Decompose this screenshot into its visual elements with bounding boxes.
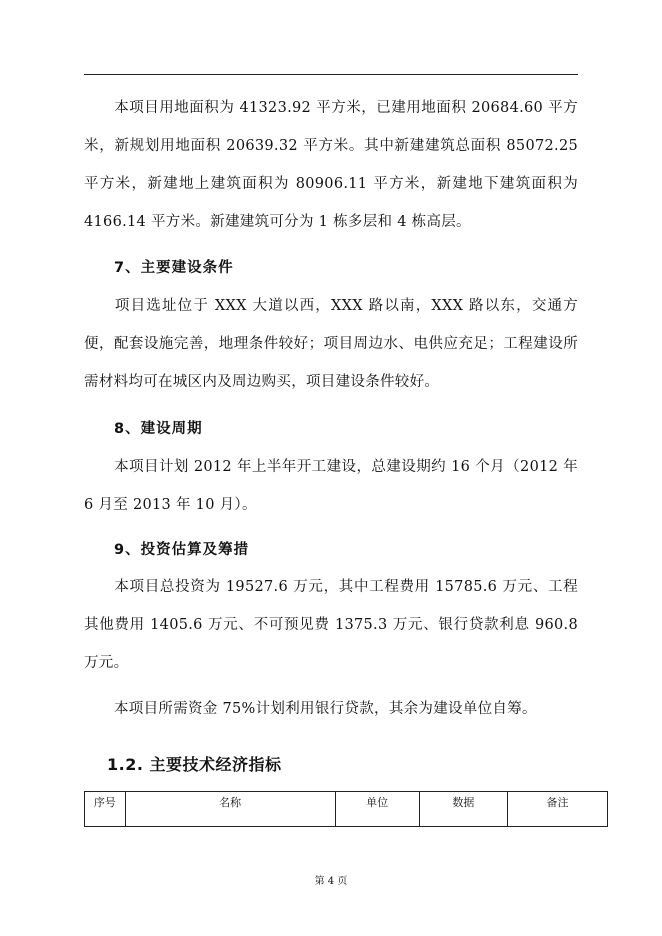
paragraph-land-area: 本项目用地面积为 41323.92 平方米，已建用地面积 20684.60 平方米，新规划用地面积 20639.32 平方米。其中新建建筑总面积 85072.25 平方米，新建地上建筑面积为 80906.11 平方米，新建地下建筑面积为 4166.14 平方米。新建建筑可分为 1 栋多层和 4 栋高层。 (84, 100, 578, 230)
heading-construction-period: 8、建设周期 (114, 421, 203, 437)
paragraph-construction-period: 本项目计划 2012 年上半年开工建设，总建设期约 16 个月（2012 年 6 月至 2013 年 10 月）。 (84, 459, 578, 513)
page-number: 第 4 页 (314, 876, 348, 887)
indicator-table (84, 791, 608, 827)
header-cell: 备注 (507, 792, 607, 827)
heading-investment: 9、投资估算及筹措 (114, 542, 250, 558)
header-cell: 名称 (125, 792, 335, 827)
paragraph-funding: 本项目所需资金 75%计划利用银行贷款，其余为建设单位自筹。 (114, 701, 537, 717)
heading-construction-conditions: 7、主要建设条件 (114, 260, 234, 276)
paragraph-investment: 本项目总投资为 19527.6 万元，其中工程费用 15785.6 万元、工程其他费用 1405.6 万元、不可预见费 1375.3 万元、银行贷款利息 960.8 万元。 (84, 579, 578, 671)
header-cell: 单位 (335, 792, 419, 827)
table-header-row (85, 792, 608, 827)
paragraph-construction-conditions: 项目选址位于 XXX 大道以西，XXX 路以南，XXX 路以东，交通方便，配套设施完善，地理条件较好；项目周边水、电供应充足；工程建设所需材料均可在城区内及周边购买，项目建设条件较好。 (84, 298, 578, 390)
header-cell: 数据 (419, 792, 507, 827)
section-title: 1.2. 主要技术经济指标 (107, 755, 282, 774)
header-rule (84, 74, 578, 75)
header-cell: 序号 (85, 792, 126, 827)
